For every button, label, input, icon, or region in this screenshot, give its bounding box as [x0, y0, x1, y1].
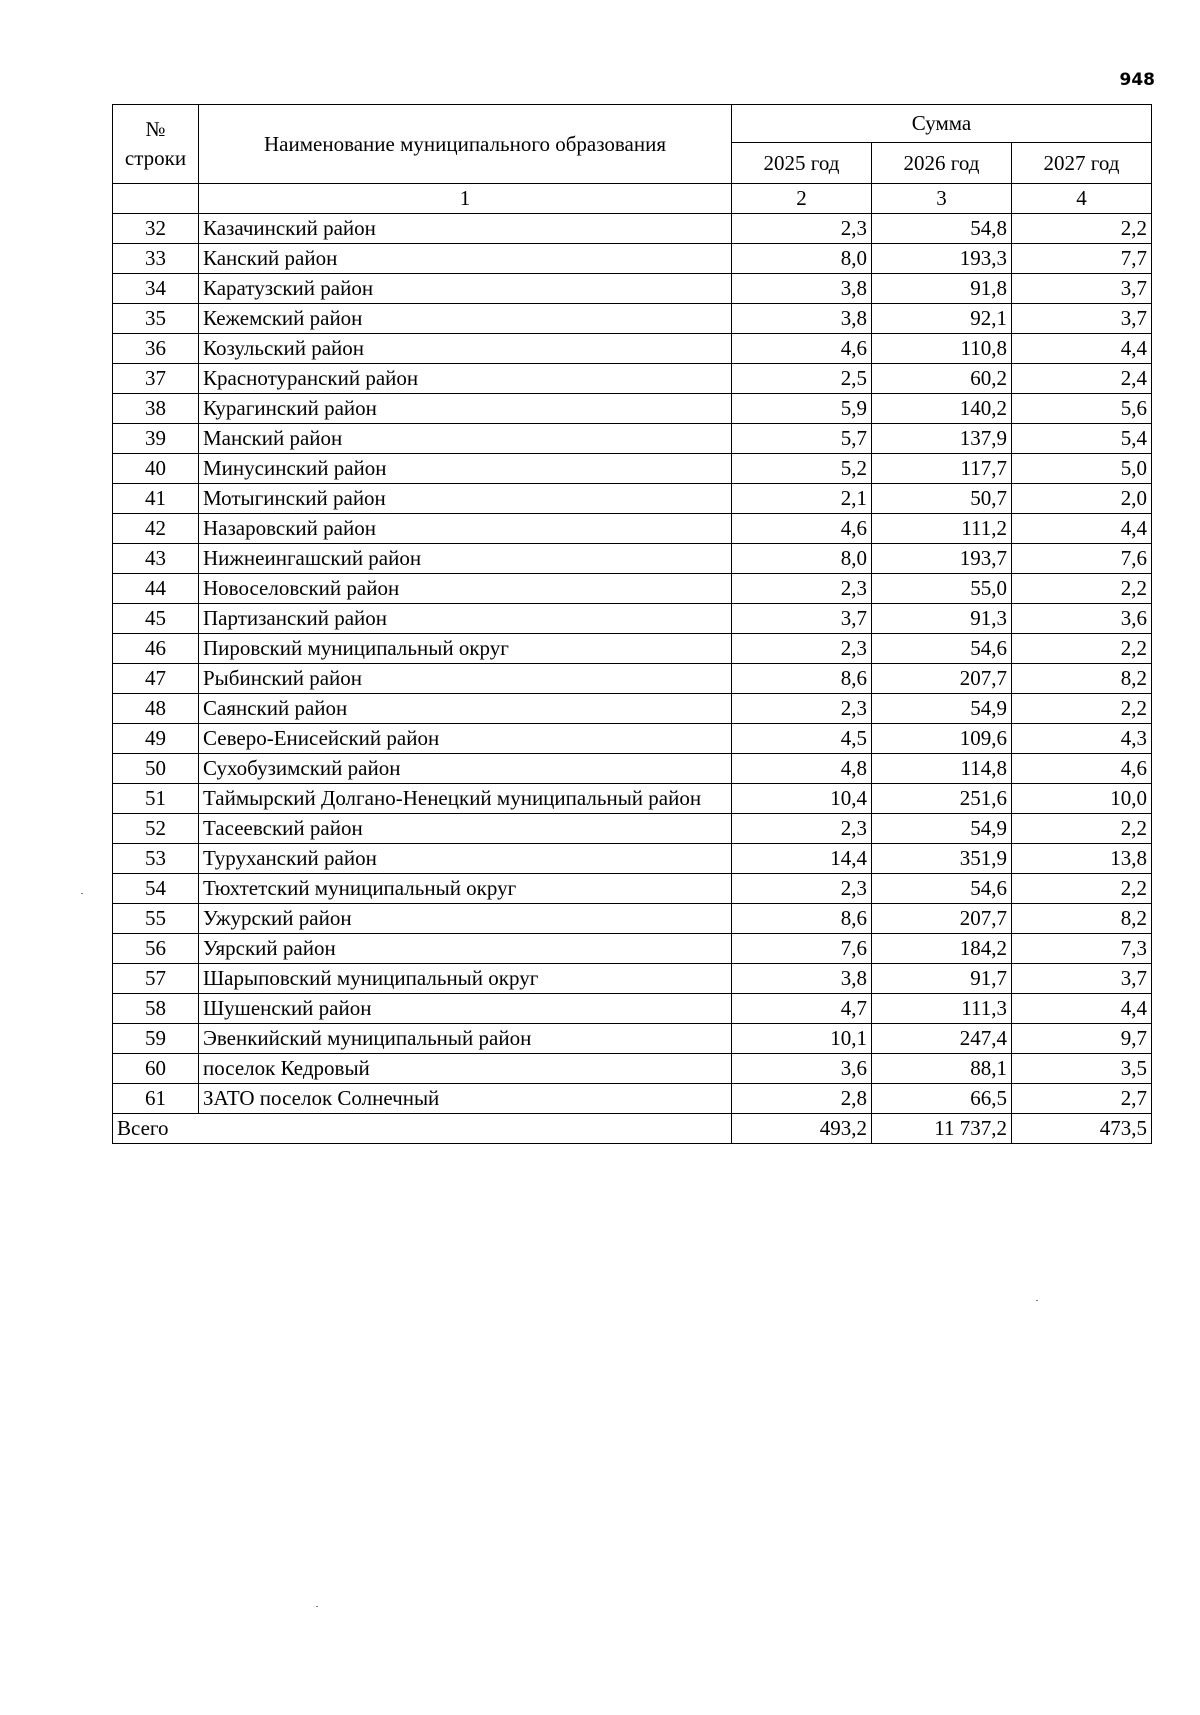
value-2026: 137,9 — [872, 424, 1012, 454]
value-2025: 3,8 — [732, 964, 872, 994]
page-number: 948 — [1119, 70, 1155, 90]
value-2027: 4,4 — [1012, 334, 1152, 364]
value-2027: 2,7 — [1012, 1084, 1152, 1114]
table-row — [113, 694, 1152, 724]
municipality-name: Нижнеингашский район — [199, 544, 732, 574]
value-2025: 8,0 — [732, 244, 872, 274]
value-2026: 91,3 — [872, 604, 1012, 634]
municipality-name: Козульский район — [199, 334, 732, 364]
value-2027: 8,2 — [1012, 904, 1152, 934]
value-2025: 5,7 — [732, 424, 872, 454]
table-row — [113, 394, 1152, 424]
municipality-name: Шушенский район — [199, 994, 732, 1024]
value-2027: 4,4 — [1012, 514, 1152, 544]
value-2025: 4,6 — [732, 514, 872, 544]
row-number: 38 — [113, 394, 199, 424]
row-number: 36 — [113, 334, 199, 364]
table-row — [113, 994, 1152, 1024]
value-2025: 2,5 — [732, 364, 872, 394]
table-body — [113, 214, 1152, 1114]
value-2027: 7,6 — [1012, 544, 1152, 574]
value-2027: 2,2 — [1012, 634, 1152, 664]
table-row — [113, 1054, 1152, 1084]
municipality-name: Сухобузимский район — [199, 754, 732, 784]
value-2026: 117,7 — [872, 454, 1012, 484]
value-2025: 3,8 — [732, 274, 872, 304]
table-row — [113, 424, 1152, 454]
municipality-name: Минусинский район — [199, 454, 732, 484]
municipality-name: Саянский район — [199, 694, 732, 724]
municipality-name: Туруханский район — [199, 844, 732, 874]
value-2026: 91,7 — [872, 964, 1012, 994]
value-2026: 114,8 — [872, 754, 1012, 784]
table-row — [113, 754, 1152, 784]
value-2025: 3,6 — [732, 1054, 872, 1084]
value-2027: 3,7 — [1012, 274, 1152, 304]
value-2026: 111,2 — [872, 514, 1012, 544]
row-number: 58 — [113, 994, 199, 1024]
value-2026: 54,6 — [872, 634, 1012, 664]
row-number: 55 — [113, 904, 199, 934]
value-2026: 111,3 — [872, 994, 1012, 1024]
row-number: 47 — [113, 664, 199, 694]
table-row — [113, 454, 1152, 484]
allocation-table — [112, 104, 1152, 1144]
header-year-2025: 2025 год — [732, 143, 872, 184]
column-number: 2 — [732, 184, 872, 214]
value-2025: 2,3 — [732, 814, 872, 844]
value-2026: 207,7 — [872, 904, 1012, 934]
municipality-name: ЗАТО поселок Солнечный — [199, 1084, 732, 1114]
table-row — [113, 784, 1152, 814]
scan-speck — [1036, 1300, 1038, 1301]
value-2027: 4,6 — [1012, 754, 1152, 784]
value-2027: 5,4 — [1012, 424, 1152, 454]
value-2025: 2,1 — [732, 484, 872, 514]
value-2025: 10,1 — [732, 1024, 872, 1054]
municipality-name: Канский район — [199, 244, 732, 274]
municipality-name: Партизанский район — [199, 604, 732, 634]
row-number: 33 — [113, 244, 199, 274]
value-2026: 50,7 — [872, 484, 1012, 514]
row-number: 40 — [113, 454, 199, 484]
value-2025: 7,6 — [732, 934, 872, 964]
value-2025: 5,2 — [732, 454, 872, 484]
municipality-name: Тюхтетский муниципальный округ — [199, 874, 732, 904]
column-number: 3 — [872, 184, 1012, 214]
value-2027: 5,0 — [1012, 454, 1152, 484]
municipality-name: Назаровский район — [199, 514, 732, 544]
row-number: 50 — [113, 754, 199, 784]
value-2027: 2,2 — [1012, 814, 1152, 844]
municipality-name: Эвенкийский муниципальный район — [199, 1024, 732, 1054]
value-2026: 54,6 — [872, 874, 1012, 904]
row-number: 34 — [113, 274, 199, 304]
column-number: 1 — [199, 184, 732, 214]
table-row — [113, 604, 1152, 634]
table-row — [113, 724, 1152, 754]
value-2026: 54,9 — [872, 814, 1012, 844]
row-number: 59 — [113, 1024, 199, 1054]
municipality-name: Шарыповский муниципальный округ — [199, 964, 732, 994]
value-2026: 92,1 — [872, 304, 1012, 334]
row-number: 39 — [113, 424, 199, 454]
value-2025: 8,6 — [732, 664, 872, 694]
table-row — [113, 634, 1152, 664]
value-2027: 3,7 — [1012, 964, 1152, 994]
table-row — [113, 544, 1152, 574]
table-row — [113, 514, 1152, 544]
value-2026: 60,2 — [872, 364, 1012, 394]
total-row — [113, 1114, 1152, 1144]
table-row — [113, 664, 1152, 694]
value-2027: 13,8 — [1012, 844, 1152, 874]
value-2026: 66,5 — [872, 1084, 1012, 1114]
table-row — [113, 364, 1152, 394]
table-row — [113, 814, 1152, 844]
row-number: 44 — [113, 574, 199, 604]
table-row — [113, 1024, 1152, 1054]
municipality-name: поселок Кедровый — [199, 1054, 732, 1084]
value-2025: 10,4 — [732, 784, 872, 814]
value-2025: 2,3 — [732, 634, 872, 664]
row-number: 46 — [113, 634, 199, 664]
total-2026: 11 737,2 — [872, 1114, 1012, 1144]
value-2027: 3,5 — [1012, 1054, 1152, 1084]
row-number: 60 — [113, 1054, 199, 1084]
municipality-name: Манский район — [199, 424, 732, 454]
municipality-name: Казачинский район — [199, 214, 732, 244]
total-label: Всего — [113, 1114, 732, 1144]
value-2026: 247,4 — [872, 1024, 1012, 1054]
value-2026: 193,7 — [872, 544, 1012, 574]
row-number: 51 — [113, 784, 199, 814]
table-row — [113, 334, 1152, 364]
value-2025: 4,8 — [732, 754, 872, 784]
scan-speck — [81, 893, 83, 894]
table-row — [113, 934, 1152, 964]
value-2026: 140,2 — [872, 394, 1012, 424]
value-2026: 351,9 — [872, 844, 1012, 874]
header-year-2026: 2026 год — [872, 143, 1012, 184]
row-number: 56 — [113, 934, 199, 964]
value-2027: 3,7 — [1012, 304, 1152, 334]
value-2027: 2,2 — [1012, 214, 1152, 244]
table-row — [113, 244, 1152, 274]
row-number: 37 — [113, 364, 199, 394]
value-2027: 2,2 — [1012, 694, 1152, 724]
value-2027: 2,2 — [1012, 574, 1152, 604]
table-row — [113, 214, 1152, 244]
total-2027: 473,5 — [1012, 1114, 1152, 1144]
value-2027: 3,6 — [1012, 604, 1152, 634]
municipality-name: Пировский муниципальный округ — [199, 634, 732, 664]
value-2025: 4,5 — [732, 724, 872, 754]
table-row — [113, 484, 1152, 514]
row-number: 32 — [113, 214, 199, 244]
table-row — [113, 304, 1152, 334]
row-number: 54 — [113, 874, 199, 904]
value-2026: 55,0 — [872, 574, 1012, 604]
column-number: 4 — [1012, 184, 1152, 214]
municipality-name: Новоселовский район — [199, 574, 732, 604]
value-2026: 109,6 — [872, 724, 1012, 754]
value-2025: 8,6 — [732, 904, 872, 934]
row-number: 61 — [113, 1084, 199, 1114]
table-row — [113, 844, 1152, 874]
municipality-name: Курагинский район — [199, 394, 732, 424]
value-2026: 54,9 — [872, 694, 1012, 724]
value-2027: 7,7 — [1012, 244, 1152, 274]
municipality-name: Северо-Енисейский район — [199, 724, 732, 754]
value-2025: 2,3 — [732, 694, 872, 724]
value-2027: 2,2 — [1012, 874, 1152, 904]
value-2025: 2,8 — [732, 1084, 872, 1114]
value-2027: 10,0 — [1012, 784, 1152, 814]
value-2025: 2,3 — [732, 874, 872, 904]
municipality-name: Уярский район — [199, 934, 732, 964]
value-2027: 4,4 — [1012, 994, 1152, 1024]
row-number: 45 — [113, 604, 199, 634]
value-2027: 2,0 — [1012, 484, 1152, 514]
value-2026: 251,6 — [872, 784, 1012, 814]
row-number: 57 — [113, 964, 199, 994]
value-2027: 9,7 — [1012, 1024, 1152, 1054]
value-2025: 4,6 — [732, 334, 872, 364]
column-number-row — [113, 184, 1152, 214]
row-number: 49 — [113, 724, 199, 754]
value-2025: 3,7 — [732, 604, 872, 634]
value-2025: 2,3 — [732, 574, 872, 604]
row-number: 35 — [113, 304, 199, 334]
value-2026: 54,8 — [872, 214, 1012, 244]
value-2025: 2,3 — [732, 214, 872, 244]
municipality-name: Каратузский район — [199, 274, 732, 304]
row-number: 42 — [113, 514, 199, 544]
value-2026: 207,7 — [872, 664, 1012, 694]
row-number: 43 — [113, 544, 199, 574]
table-row — [113, 274, 1152, 304]
value-2026: 184,2 — [872, 934, 1012, 964]
value-2025: 14,4 — [732, 844, 872, 874]
row-number: 53 — [113, 844, 199, 874]
header-municipality-name: Наименование муниципального образования — [199, 105, 732, 184]
value-2025: 4,7 — [732, 994, 872, 1024]
value-2027: 4,3 — [1012, 724, 1152, 754]
total-2025: 493,2 — [732, 1114, 872, 1144]
municipality-name: Рыбинский район — [199, 664, 732, 694]
municipality-name: Мотыгинский район — [199, 484, 732, 514]
municipality-name: Ужурский район — [199, 904, 732, 934]
table-row — [113, 904, 1152, 934]
municipality-name: Таймырский Долгано-Ненецкий муниципальный район — [199, 784, 732, 814]
value-2027: 8,2 — [1012, 664, 1152, 694]
value-2026: 110,8 — [872, 334, 1012, 364]
row-number: 41 — [113, 484, 199, 514]
value-2027: 5,6 — [1012, 394, 1152, 424]
municipality-name: Краснотуранский район — [199, 364, 732, 394]
value-2026: 193,3 — [872, 244, 1012, 274]
row-number: 48 — [113, 694, 199, 724]
value-2025: 5,9 — [732, 394, 872, 424]
column-number-empty — [113, 184, 199, 214]
header-sum: Сумма — [732, 105, 1152, 143]
value-2025: 8,0 — [732, 544, 872, 574]
header-year-2027: 2027 год — [1012, 143, 1152, 184]
value-2027: 7,3 — [1012, 934, 1152, 964]
scan-speck — [316, 1606, 318, 1607]
table-header — [113, 105, 1152, 214]
table-row — [113, 1084, 1152, 1114]
value-2026: 91,8 — [872, 274, 1012, 304]
header-row-number: № строки — [113, 105, 199, 184]
table-row — [113, 574, 1152, 604]
value-2025: 3,8 — [732, 304, 872, 334]
value-2027: 2,4 — [1012, 364, 1152, 394]
table-row — [113, 874, 1152, 904]
table-row — [113, 964, 1152, 994]
value-2026: 88,1 — [872, 1054, 1012, 1084]
municipality-name: Кежемский район — [199, 304, 732, 334]
municipality-name: Тасеевский район — [199, 814, 732, 844]
row-number: 52 — [113, 814, 199, 844]
